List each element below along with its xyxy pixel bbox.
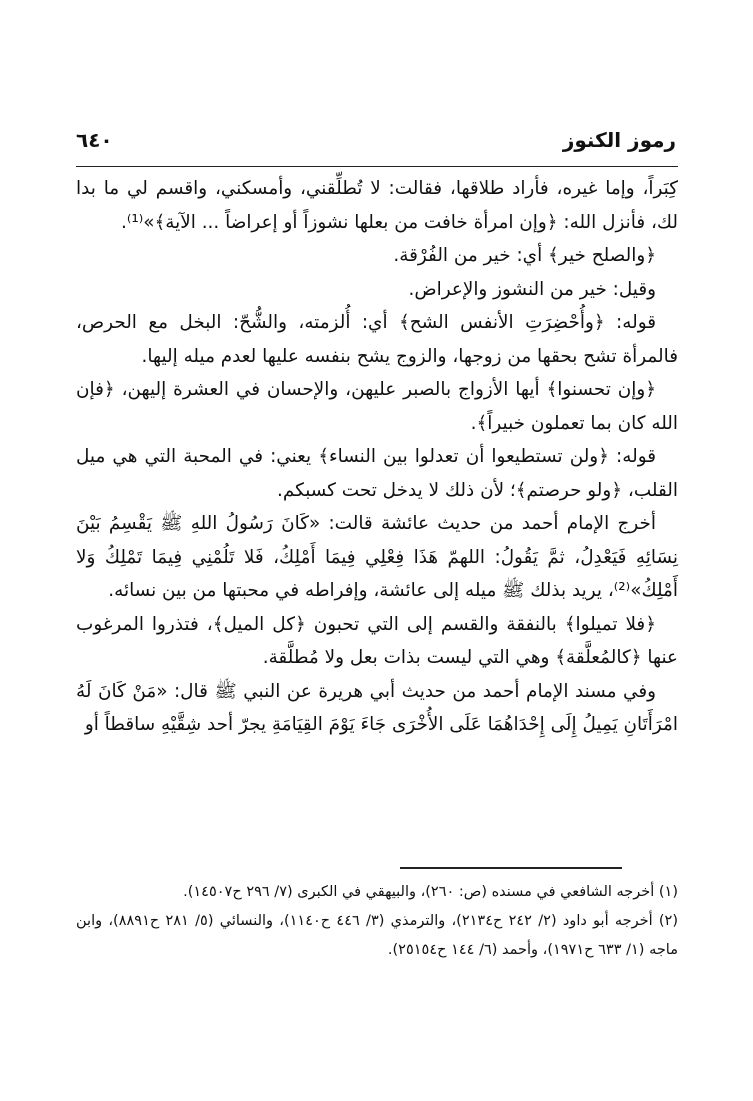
paragraph: كِبَراً، وإما غيره، فأراد طلاقها، فقالت: لا تُطلِّقني، وأمسكني، واقسم لي ما بدا لك، فأنزل الله: ﴿وإن امرأة خافت من بعلها نشوزاً أو إعراضاً ... الآية﴾»⁽¹⁾. <box>76 178 678 233</box>
book-title: رموز الكنوز <box>562 128 676 152</box>
paragraph: قوله: ﴿وأُحْضِرَتِ الأنفس الشح﴾ أي: أُلزمته، والشُّحّ: البخل مع الحرص، فالمرأة تشح بحقها من زوجها، والزوج يشح بنفسه عليها لعدم ميله إليها. <box>76 312 678 367</box>
footnote-2: (٢) أخرجه أبو داود (٢/ ٢٤٢ ح٢١٣٤)، والترمذي (٣/ ٤٤٦ ح١١٤٠)، والنسائي (٥/ ٢٨١ ح٨٨٩١)، وابن ماجه (١/ ٦٣٣ ح١٩٧١)، وأحمد (٦/ ١٤٤ ح٢٥١٥٤). <box>76 913 678 958</box>
paragraph: ﴿والصلح خير﴾ أي: خير من الفُرْقة. <box>393 245 656 266</box>
page-number: ٦٤٠ <box>76 128 113 152</box>
running-header <box>76 128 676 158</box>
paragraph: وفي مسند الإمام أحمد من حديث أبي هريرة عن النبي ﷺ قال: «مَنْ كَانَ لَهُ امْرَأَتَانِ يَمِيلُ إِلَى إِحْدَاهُمَا عَلَى الأُخْرَى جَاءَ يَوْمَ القِيَامَةِ يجرّ أحد شِقَّيْهِ ساقطاً أو <box>76 680 678 735</box>
paragraph: ﴿فلا تميلوا﴾ بالنفقة والقسم إلى التي تحبون ﴿كل الميل﴾، فتذروا المرغوب عنها ﴿كالمُعلَّقة﴾ وهي التي ليست بذات بعل ولا مُطلَّقة. <box>76 613 678 668</box>
paragraph: قوله: ﴿ولن تستطيعوا أن تعدلوا بين النساء﴾ يعني: في المحبة التي هي ميل القلب، ﴿ولو حرصتم﴾؛ لأن ذلك لا يدخل تحت كسبكم. <box>76 446 678 501</box>
footnote-divider <box>400 867 622 869</box>
paragraph: ﴿وإن تحسنوا﴾ أيها الأزواج بالصبر عليهن، والإحسان في العشرة إليهن، ﴿فإن الله كان بما تعملون خبيراً﴾. <box>76 379 678 434</box>
header-divider <box>76 166 678 167</box>
footnote-1: (١) أخرجه الشافعي في مسنده (ص: ٢٦٠)، والبيهقي في الكبرى (٧/ ٢٩٦ ح١٤٥٠٧). <box>183 884 678 900</box>
main-text <box>76 172 678 742</box>
paragraph: وقيل: خير من النشوز والإعراض. <box>408 278 656 300</box>
paragraph: أخرج الإمام أحمد من حديث عائشة قالت: «كَانَ رَسُولُ اللهِ ﷺ يَقْسِمُ بَيْنَ نِسَائِهِ فَيَعْدِلُ، ثمَّ يَقُولُ: اللهمّ هَذَا فِعْلِي فِيمَا أَمْلِكُ، فَلا تَلُمْنِي فِيمَا تَمْلِكُ وَلا أَمْلِكُ»⁽²⁾، يريد بذلك ﷺ ميله إلى عائشة، وإفراطه في محبتها من بين نسائه. <box>76 513 678 601</box>
footnotes <box>76 878 678 965</box>
